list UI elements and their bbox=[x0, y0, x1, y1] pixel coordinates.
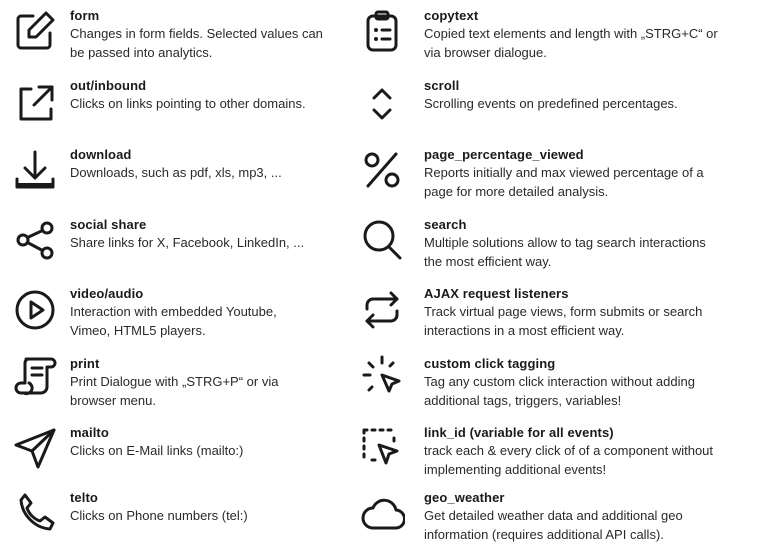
click-cursor-icon bbox=[359, 353, 405, 399]
feature-description: Reports initially and max viewed percentage of a page for more detailed analysis. bbox=[424, 165, 704, 199]
feature-title: geo_weather bbox=[424, 490, 505, 505]
feature-description: Multiple solutions allow to tag search interactions the most efficient way. bbox=[424, 235, 706, 269]
chevron-up-down-icon bbox=[359, 80, 405, 126]
feature-description: Downloads, such as pdf, xls, mp3, ... bbox=[70, 165, 282, 180]
feature-description: Print Dialogue with „STRG+P“ or via browser menu. bbox=[70, 374, 279, 408]
feature-title: copytext bbox=[424, 8, 479, 23]
feature-title: video/audio bbox=[70, 286, 144, 301]
feature-description: Interaction with embedded Youtube, Vimeo, HTML5 players. bbox=[70, 304, 277, 338]
feature-title: form bbox=[70, 8, 100, 23]
feature-title: AJAX request listeners bbox=[424, 286, 569, 301]
feature-description: Scrolling events on predefined percentages. bbox=[424, 96, 678, 111]
feature-title: link_id (variable for all events) bbox=[424, 425, 614, 440]
feature-description: track each & every click of of a component without implementing additional events! bbox=[424, 443, 714, 477]
paper-plane-icon bbox=[12, 425, 58, 471]
external-link-icon bbox=[12, 80, 58, 126]
download-icon bbox=[12, 147, 58, 193]
feature-title: scroll bbox=[424, 78, 460, 93]
feature-description: Get detailed weather data and additional geo information (requires additional API calls). bbox=[424, 508, 683, 542]
feature-title: page_percentage_viewed bbox=[424, 147, 584, 162]
phone-icon bbox=[12, 490, 58, 536]
feature-title: mailto bbox=[70, 425, 109, 440]
cursor-selection-icon bbox=[359, 425, 405, 471]
feature-description: Track virtual page views, form submits or search interactions in a most efficient way. bbox=[424, 304, 703, 338]
feature-title: search bbox=[424, 217, 467, 232]
feature-title: telto bbox=[70, 490, 98, 505]
feature-description: Clicks on E-Mail links (mailto:) bbox=[70, 443, 244, 458]
feature-title: download bbox=[70, 147, 132, 162]
magnifier-icon bbox=[359, 217, 405, 263]
feature-description: Copied text elements and length with „STRG+C“ or via browser dialogue. bbox=[424, 26, 718, 60]
feature-description: Changes in form fields. Selected values can be passed into analytics. bbox=[70, 26, 323, 60]
feature-description: Clicks on Phone numbers (tel:) bbox=[70, 508, 248, 523]
feature-title: social share bbox=[70, 217, 147, 232]
percent-icon bbox=[359, 147, 405, 193]
feature-title: print bbox=[70, 356, 100, 371]
feature-description: Clicks on links pointing to other domains. bbox=[70, 96, 306, 111]
share-icon bbox=[12, 217, 58, 263]
feature-title: custom click tagging bbox=[424, 356, 556, 371]
scroll-document-icon bbox=[12, 353, 58, 399]
pencil-edit-icon bbox=[12, 8, 58, 54]
feature-description: Tag any custom click interaction without adding additional tags, triggers, variables! bbox=[424, 374, 695, 408]
repeat-arrows-icon bbox=[359, 287, 405, 333]
play-circle-icon bbox=[12, 287, 58, 333]
feature-title: out/inbound bbox=[70, 78, 147, 93]
feature-description: Share links for X, Facebook, LinkedIn, ... bbox=[70, 235, 305, 250]
cloud-icon bbox=[359, 490, 405, 536]
clipboard-icon bbox=[359, 8, 405, 54]
